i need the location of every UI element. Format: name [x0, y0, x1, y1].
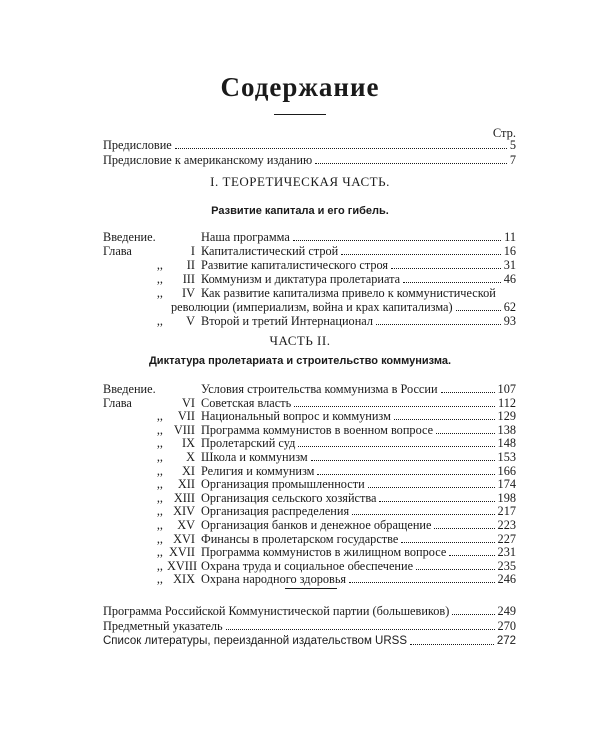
leader-dots — [434, 520, 494, 529]
entry-prefix: ,, — [156, 258, 163, 272]
part2-heading: ЧАСТЬ II. — [269, 333, 331, 348]
entry-title: Национальный вопрос и коммунизм — [201, 409, 391, 424]
entry-page: 7 — [509, 153, 516, 167]
entry-number: XVII — [169, 545, 195, 560]
entry-number — [167, 230, 201, 244]
toc-entry — [103, 504, 516, 518]
entry-page: 270 — [497, 619, 516, 633]
entry-prefix: Глава — [103, 244, 132, 258]
entry-page: 62 — [503, 300, 516, 314]
entry-page: 246 — [497, 572, 516, 587]
entry-page: 46 — [503, 272, 516, 286]
entry-title: Организация распределения — [201, 504, 350, 519]
toc-entry — [103, 258, 516, 272]
entry-title-line2: революции (империализм, война и крах капитализма) — [171, 300, 453, 314]
leader-dots — [298, 438, 494, 447]
entry-title: Наша программа — [201, 230, 290, 244]
entry-prefix: ,, — [156, 545, 163, 560]
leader-dots — [368, 479, 495, 488]
entry-number: I — [190, 244, 195, 258]
leader-dots — [226, 621, 495, 630]
toc-entry — [103, 244, 516, 258]
leader-dots — [391, 260, 501, 269]
part1-heading: I. ТЕОРЕТИЧЕСКАЯ ЧАСТЬ. — [210, 174, 390, 189]
entry-prefix: ,, — [156, 531, 163, 546]
entry-page: 138 — [497, 422, 516, 437]
toc-entry — [103, 518, 516, 532]
toc-entry — [103, 450, 516, 464]
entry-number: XVIII — [167, 558, 198, 573]
entry-prefix: Введение. — [103, 230, 156, 244]
entry-page: 129 — [497, 409, 516, 424]
entry-page: 153 — [497, 450, 516, 464]
entry-prefix: ,, — [156, 286, 163, 300]
toc-entry-literature — [103, 634, 516, 648]
entry-number — [167, 382, 201, 396]
entry-prefix: ,, — [156, 518, 163, 532]
entry-prefix: ,, — [156, 272, 163, 286]
toc-entry-program — [103, 604, 516, 618]
entry-page: 112 — [498, 395, 516, 410]
entry-number: XIII — [173, 490, 195, 505]
toc-entry — [103, 545, 516, 559]
entry-number: VII — [177, 409, 195, 424]
leader-dots — [449, 547, 494, 556]
toc-entry — [103, 286, 516, 300]
entry-prefix: ,, — [156, 463, 163, 478]
toc-entry — [103, 572, 516, 586]
entry-title: Коммунизм и диктатура пролетариата — [201, 272, 401, 286]
entry-prefix: ,, — [156, 490, 163, 505]
entry-number: IX — [182, 436, 195, 451]
toc-entry — [103, 532, 516, 546]
entry-page: 31 — [503, 258, 516, 272]
entry-page: 93 — [503, 314, 516, 328]
entry-number: XV — [177, 518, 195, 532]
leader-dots — [394, 411, 495, 420]
part1-subtitle: Развитие капитала и его гибель. — [211, 205, 389, 217]
toc-entry — [103, 396, 516, 410]
leader-dots — [403, 274, 501, 283]
entry-number: XIX — [173, 572, 195, 587]
entry-prefix: ,, — [156, 558, 163, 573]
entry-title: Охрана труда и социальное обеспечение — [201, 558, 414, 573]
leader-dots — [410, 636, 494, 645]
entry-page: 223 — [497, 518, 516, 532]
toc-entry — [103, 382, 516, 396]
toc-entry — [103, 409, 516, 423]
entry-title: Предисловие — [103, 138, 172, 152]
part2-subtitle: Диктатура пролетариата и строительство коммунизма. — [148, 355, 452, 367]
entry-page: 174 — [497, 477, 516, 492]
entry-page: 148 — [497, 436, 516, 451]
entry-number: XI — [182, 463, 195, 478]
entry-title: Финансы в пролетарском государстве — [201, 531, 399, 546]
leader-dots — [311, 452, 495, 461]
entry-number: XII — [177, 477, 195, 492]
entry-prefix: ,, — [156, 572, 163, 587]
leader-dots — [416, 561, 495, 570]
title-divider — [274, 114, 326, 115]
entry-prefix: ,, — [156, 422, 163, 437]
entry-title: Организация промышленности — [201, 477, 365, 492]
entry-prefix: ,, — [156, 450, 163, 464]
entry-title: Капиталистический строй — [201, 244, 339, 258]
leader-dots — [452, 606, 494, 615]
entry-page: 235 — [497, 558, 516, 573]
entry-number: VIII — [173, 422, 195, 437]
leader-dots — [456, 302, 501, 311]
toc-entry-continuation — [171, 300, 516, 314]
entry-prefix: ,, — [156, 436, 163, 451]
toc-entry — [103, 464, 516, 478]
entry-prefix: Глава — [103, 395, 132, 410]
entry-number: II — [186, 258, 195, 272]
entry-title: Список литературы, переизданной издательством URSS — [103, 635, 408, 647]
entry-number: IV — [182, 286, 195, 300]
entry-page: 107 — [497, 382, 516, 396]
leader-dots — [317, 466, 494, 475]
toc-entry — [103, 436, 516, 450]
entry-title: Предметный указатель — [103, 619, 223, 633]
entry-page: 231 — [497, 545, 516, 560]
entry-page: 249 — [497, 604, 516, 618]
entry-title: Второй и третий Интернационал — [201, 314, 373, 328]
entry-title: Организация банков и денежное обращение — [201, 518, 432, 532]
entry-prefix: ,, — [156, 314, 163, 328]
leader-dots — [352, 506, 494, 515]
leader-dots — [293, 232, 501, 241]
entry-title: Советская власть — [201, 395, 292, 410]
leader-dots — [341, 246, 501, 255]
leader-dots — [379, 493, 494, 502]
entry-page: 166 — [497, 463, 516, 478]
entry-title: Программа Российской Коммунистической партии (большевиков) — [103, 604, 450, 618]
leader-dots — [294, 398, 495, 407]
section-divider — [285, 588, 337, 589]
entry-page: 198 — [497, 490, 516, 505]
entry-page: 11 — [504, 230, 516, 244]
entry-number: VI — [182, 395, 195, 410]
toc-entry-preface — [103, 138, 516, 152]
entry-page: 227 — [497, 531, 516, 546]
entry-number: XVI — [173, 531, 195, 546]
entry-page: 217 — [497, 504, 516, 519]
entry-title: Школа и коммунизм — [201, 450, 308, 464]
entry-title: Развитие капиталистического строя — [201, 258, 389, 272]
entry-number: V — [186, 314, 195, 328]
leader-dots — [401, 534, 494, 543]
entry-page: 5 — [509, 138, 516, 152]
entry-title: Программа коммунистов в жилищном вопросе — [201, 545, 447, 560]
entry-title: Программа коммунистов в военном вопросе — [201, 422, 434, 437]
toc-entry-american-preface — [103, 153, 516, 167]
entry-number: X — [186, 450, 195, 464]
entry-number: III — [182, 272, 195, 286]
entry-title: Организация сельского хозяйства — [201, 490, 377, 505]
entry-prefix: Введение. — [103, 382, 156, 396]
entry-page: 16 — [503, 244, 516, 258]
entry-prefix: ,, — [156, 477, 163, 492]
toc-entry-index — [103, 619, 516, 633]
toc-entry — [103, 477, 516, 491]
entry-title: Религия и коммунизм — [201, 463, 315, 478]
toc-entry — [103, 230, 516, 244]
entry-number: XIV — [173, 504, 195, 519]
entry-title: Как развитие капитализма привело к коммунистической — [201, 286, 496, 300]
entry-title: Охрана народного здоровья — [201, 572, 347, 587]
leader-dots — [349, 574, 494, 583]
leader-dots — [441, 384, 495, 393]
toc-entry — [103, 559, 516, 573]
entry-page: 272 — [496, 635, 516, 647]
leader-dots — [436, 425, 494, 434]
toc-entry — [103, 491, 516, 505]
entry-title: Предисловие к американскому изданию — [103, 153, 313, 167]
leader-dots — [315, 155, 507, 164]
toc-entry — [103, 272, 516, 286]
page-column-label: Стр. — [492, 126, 516, 140]
entry-prefix: ,, — [156, 504, 163, 519]
toc-entry — [103, 423, 516, 437]
entry-title: Пролетарский суд — [201, 436, 296, 451]
entry-title: Условия строительства коммунизма в России — [201, 382, 438, 396]
leader-dots — [376, 316, 501, 325]
page-title: Содержание — [220, 72, 380, 102]
entry-prefix: ,, — [156, 409, 163, 424]
toc-entry — [103, 314, 516, 328]
leader-dots — [175, 140, 507, 149]
